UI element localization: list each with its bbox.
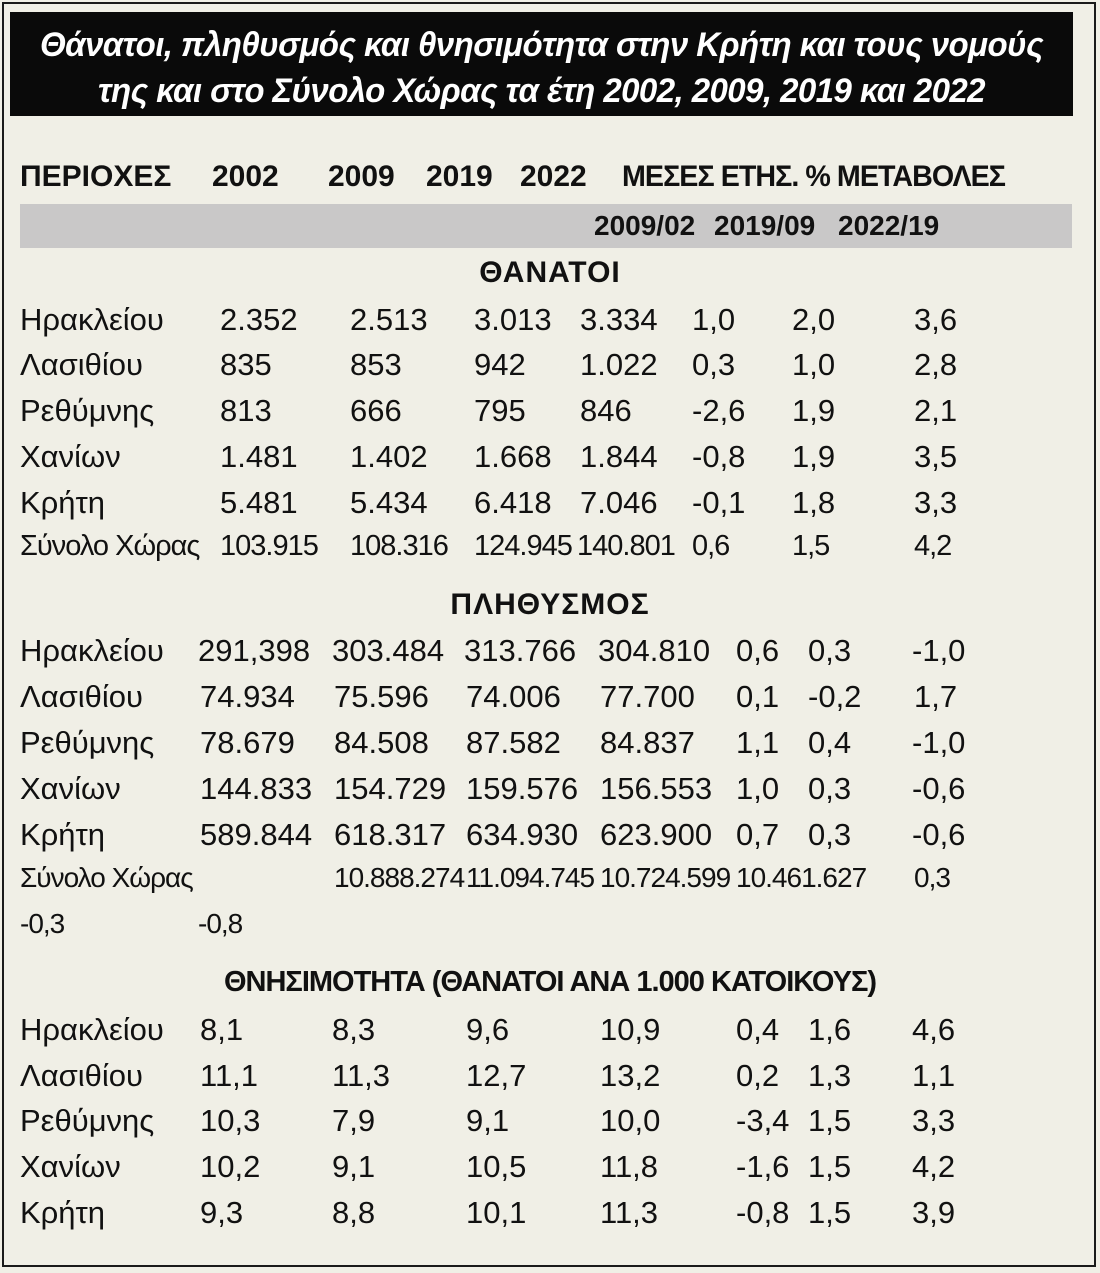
cell-2022: 10,0 bbox=[600, 1103, 661, 1138]
cell-change-2019-09: 0,3 bbox=[808, 633, 852, 668]
cell-change-2009-02: -0,1 bbox=[692, 485, 746, 520]
cell-value-1: 10.888.274 bbox=[334, 862, 465, 893]
cell-change-2009-02: -3,4 bbox=[736, 1103, 790, 1138]
cell-change-2009-02: 0,3 bbox=[692, 347, 736, 382]
header-changes: ΜΕΣΕΣ ΕΤΗΣ. % ΜΕΤΑΒΟΛΕΣ bbox=[622, 160, 1006, 193]
header-period-2009-02: 2009/02 bbox=[594, 210, 696, 241]
cell-change-2019-09: 1,5 bbox=[792, 530, 830, 562]
cell-change-2019-09: 0,3 bbox=[808, 817, 852, 852]
row-region: Χανίων bbox=[20, 439, 121, 474]
cell-change-2022-19: 4,6 bbox=[912, 1012, 956, 1047]
row-region: Κρήτη bbox=[20, 1195, 106, 1230]
cell-change-2019-09: -0,2 bbox=[808, 679, 862, 714]
row-region: Σύνολο Χώρας bbox=[20, 862, 193, 893]
cell-2019: 10,1 bbox=[466, 1195, 527, 1230]
cell-2019: 6.418 bbox=[474, 485, 552, 520]
title-line-2: της και στο Σύνολο Χώρας τα έτη 2002, 2009, 2019 και 2022 bbox=[98, 72, 985, 110]
cell-2022: 11,3 bbox=[600, 1195, 659, 1230]
cell-change-2022-19: 3,5 bbox=[914, 439, 958, 474]
cell-2022: 11,8 bbox=[600, 1149, 659, 1184]
cell-change-2022-19: 1,1 bbox=[912, 1058, 956, 1093]
cell-2002: 2.352 bbox=[220, 302, 298, 337]
header-2019: 2019 bbox=[426, 160, 493, 193]
cell-value-6: -0,3 bbox=[20, 908, 65, 939]
cell-2009: 666 bbox=[350, 393, 402, 428]
cell-change-2019-09: 0,3 bbox=[808, 771, 852, 806]
cell-change-2022-19: 3,9 bbox=[912, 1195, 956, 1230]
cell-2019: 3.013 bbox=[474, 302, 552, 337]
cell-2019: 9,1 bbox=[466, 1103, 510, 1138]
cell-change-2009-02: 1,0 bbox=[736, 771, 780, 806]
cell-2019: 1.668 bbox=[474, 439, 552, 474]
cell-change-2022-19: -1,0 bbox=[912, 633, 966, 668]
cell-change-2019-09: 1,5 bbox=[808, 1149, 852, 1184]
cell-2002: 589.844 bbox=[200, 817, 313, 852]
cell-2002: 5.481 bbox=[220, 485, 298, 520]
cell-change-2019-09: 1,9 bbox=[792, 393, 836, 428]
cell-value-3: 10.724.599 bbox=[600, 862, 731, 893]
cell-2009: 853 bbox=[350, 347, 402, 382]
cell-2002: 78.679 bbox=[200, 725, 295, 760]
title-box bbox=[10, 12, 1073, 116]
cell-2019: 159.576 bbox=[466, 771, 579, 806]
cell-2002: 10,2 bbox=[200, 1149, 261, 1184]
cell-2022: 7.046 bbox=[580, 485, 658, 520]
row-region: Ηρακλείου bbox=[20, 1012, 164, 1047]
cell-2002: 103.915 bbox=[220, 530, 318, 562]
row-region: Λασιθίου bbox=[20, 679, 143, 714]
table-row bbox=[0, 725, 1100, 769]
cell-change-2009-02: 1,0 bbox=[692, 302, 736, 337]
cell-change-2009-02: 0,1 bbox=[736, 679, 780, 714]
cell-2009: 2.513 bbox=[350, 302, 428, 337]
table-row bbox=[0, 1195, 1100, 1239]
cell-2019: 124.945 bbox=[474, 530, 572, 562]
cell-2022: 1.022 bbox=[580, 347, 658, 382]
cell-2019: 74.006 bbox=[466, 679, 561, 714]
section-title-population: ΠΛΗΘΥΣΜΟΣ bbox=[450, 588, 650, 621]
cell-change-2009-02: -1,6 bbox=[736, 1149, 790, 1184]
cell-2002: 11,1 bbox=[200, 1058, 259, 1093]
cell-change-2022-19: 2,1 bbox=[914, 393, 958, 428]
row-region: Κρήτη bbox=[20, 485, 106, 520]
cell-change-2019-09: 1,0 bbox=[792, 347, 836, 382]
table-row bbox=[0, 393, 1100, 437]
cell-2022: 623.900 bbox=[600, 817, 713, 852]
cell-2002: 9,3 bbox=[200, 1195, 244, 1230]
cell-2009: 75.596 bbox=[334, 679, 429, 714]
row-region: Ηρακλείου bbox=[20, 302, 164, 337]
cell-change-2009-02: 1,1 bbox=[736, 725, 780, 760]
cell-change-2022-19: -0,6 bbox=[912, 771, 966, 806]
cell-2019: 9,6 bbox=[466, 1012, 510, 1047]
section-title-mortality: ΘΝΗΣΙΜΟΤΗΤΑ (ΘΑΝΑΤΟΙ ΑΝΑ 1.000 ΚΑΤΟΙΚΟΥΣ) bbox=[223, 966, 877, 998]
row-region: Ρεθύμνης bbox=[20, 393, 155, 428]
cell-change-2009-02: 0,6 bbox=[692, 530, 730, 562]
cell-2009: 7,9 bbox=[332, 1103, 376, 1138]
table-row bbox=[0, 485, 1100, 529]
cell-2009: 8,3 bbox=[332, 1012, 376, 1047]
cell-change-2009-02: 0,6 bbox=[736, 633, 780, 668]
cell-value-2: 11.094.745 bbox=[466, 862, 595, 893]
cell-change-2009-02: -0,8 bbox=[692, 439, 746, 474]
cell-change-2022-19: 1,7 bbox=[914, 679, 958, 714]
cell-2009: 84.508 bbox=[334, 725, 429, 760]
cell-value-5: 0,3 bbox=[914, 862, 950, 893]
cell-change-2022-19: 3,3 bbox=[914, 485, 958, 520]
cell-value-7: -0,8 bbox=[198, 908, 243, 939]
cell-2009: 1.402 bbox=[350, 439, 428, 474]
table-row bbox=[0, 1012, 1100, 1056]
cell-2002: 10,3 bbox=[200, 1103, 261, 1138]
cell-2019: 12,7 bbox=[466, 1058, 527, 1093]
cell-2022: 140.801 bbox=[577, 530, 675, 562]
cell-change-2022-19: -1,0 bbox=[912, 725, 966, 760]
cell-change-2019-09: 0,4 bbox=[808, 725, 852, 760]
table-row bbox=[0, 817, 1100, 861]
cell-2009: 8,8 bbox=[332, 1195, 376, 1230]
cell-2002: 1.481 bbox=[220, 439, 298, 474]
cell-2022: 304.810 bbox=[598, 633, 711, 668]
cell-change-2009-02: 0,7 bbox=[736, 817, 780, 852]
title-line-1: Θάνατοι, πληθυσμός και θνησιμότητα στην Κρήτη και τους νομούς bbox=[39, 26, 1044, 64]
cell-2009: 154.729 bbox=[334, 771, 447, 806]
cell-2019: 942 bbox=[474, 347, 526, 382]
cell-change-2019-09: 1,5 bbox=[808, 1103, 852, 1138]
cell-2009: 11,3 bbox=[332, 1058, 391, 1093]
subheader-band bbox=[20, 204, 1072, 248]
cell-change-2019-09: 1,6 bbox=[808, 1012, 852, 1047]
table-row bbox=[0, 771, 1100, 815]
row-region: Σύνολο Χώρας bbox=[20, 530, 200, 562]
table-row bbox=[0, 633, 1100, 677]
cell-2002: 291,398 bbox=[198, 633, 311, 668]
row-region: Ρεθύμνης bbox=[20, 725, 155, 760]
header-period-2019-09: 2019/09 bbox=[714, 210, 816, 241]
header-2009: 2009 bbox=[328, 160, 395, 193]
cell-2022: 1.844 bbox=[580, 439, 658, 474]
cell-2022: 3.334 bbox=[580, 302, 658, 337]
cell-2009: 9,1 bbox=[332, 1149, 376, 1184]
cell-change-2019-09: 1,3 bbox=[808, 1058, 852, 1093]
cell-change-2009-02: 0,4 bbox=[736, 1012, 780, 1047]
table-row-wrapped bbox=[0, 908, 1100, 952]
cell-2009: 303.484 bbox=[332, 633, 445, 668]
table-row bbox=[0, 439, 1100, 483]
cell-change-2019-09: 1,8 bbox=[792, 485, 836, 520]
cell-change-2022-19: 4,2 bbox=[912, 1149, 956, 1184]
cell-2002: 74.934 bbox=[200, 679, 295, 714]
cell-2022: 84.837 bbox=[600, 725, 695, 760]
header-regions: ΠΕΡΙΟΧΕΣ bbox=[20, 160, 172, 193]
table-row bbox=[0, 1149, 1100, 1193]
header-2002: 2002 bbox=[212, 160, 279, 193]
row-region: Λασιθίου bbox=[20, 347, 143, 382]
cell-2009: 108.316 bbox=[350, 530, 448, 562]
cell-change-2019-09: 1,5 bbox=[808, 1195, 852, 1230]
cell-change-2009-02: 0,2 bbox=[736, 1058, 780, 1093]
cell-2002: 835 bbox=[220, 347, 272, 382]
table-row bbox=[0, 862, 1100, 906]
cell-2022: 10,9 bbox=[600, 1012, 661, 1047]
row-region: Ρεθύμνης bbox=[20, 1103, 155, 1138]
cell-2019: 634.930 bbox=[466, 817, 579, 852]
table-row bbox=[0, 302, 1100, 346]
cell-2009: 618.317 bbox=[334, 817, 447, 852]
cell-change-2022-19: 3,6 bbox=[914, 302, 958, 337]
cell-2002: 813 bbox=[220, 393, 272, 428]
table-row bbox=[0, 530, 1100, 574]
column-header-row bbox=[0, 160, 1100, 200]
table-row bbox=[0, 347, 1100, 391]
row-region: Κρήτη bbox=[20, 817, 106, 852]
cell-change-2022-19: -0,6 bbox=[912, 817, 966, 852]
header-period-2022-19: 2022/19 bbox=[838, 210, 940, 241]
cell-2019: 87.582 bbox=[466, 725, 561, 760]
cell-2019: 795 bbox=[474, 393, 526, 428]
cell-change-2009-02: -2,6 bbox=[692, 393, 746, 428]
cell-2022: 156.553 bbox=[600, 771, 713, 806]
cell-change-2009-02: -0,8 bbox=[736, 1195, 790, 1230]
cell-2022: 13,2 bbox=[600, 1058, 661, 1093]
cell-2002: 8,1 bbox=[200, 1012, 244, 1047]
table-row bbox=[0, 1058, 1100, 1102]
table-row bbox=[0, 1103, 1100, 1147]
cell-2002: 144.833 bbox=[200, 771, 313, 806]
cell-change-2022-19: 3,3 bbox=[912, 1103, 956, 1138]
cell-change-2022-19: 4,2 bbox=[914, 530, 952, 562]
header-2022: 2022 bbox=[520, 160, 587, 193]
cell-2019: 313.766 bbox=[464, 633, 577, 668]
table-row bbox=[0, 679, 1100, 723]
row-region: Λασιθίου bbox=[20, 1058, 143, 1093]
section-title-deaths: ΘΑΝΑΤΟΙ bbox=[479, 256, 621, 289]
cell-change-2019-09: 1,9 bbox=[792, 439, 836, 474]
row-region: Ηρακλείου bbox=[20, 633, 164, 668]
cell-change-2022-19: 2,8 bbox=[914, 347, 958, 382]
row-region: Χανίων bbox=[20, 1149, 121, 1184]
cell-2009: 5.434 bbox=[350, 485, 428, 520]
cell-value-4: 10.461.627 bbox=[736, 862, 867, 893]
cell-2019: 10,5 bbox=[466, 1149, 527, 1184]
row-region: Χανίων bbox=[20, 771, 121, 806]
cell-change-2019-09: 2,0 bbox=[792, 302, 836, 337]
cell-2022: 77.700 bbox=[600, 679, 695, 714]
cell-2022: 846 bbox=[580, 393, 632, 428]
